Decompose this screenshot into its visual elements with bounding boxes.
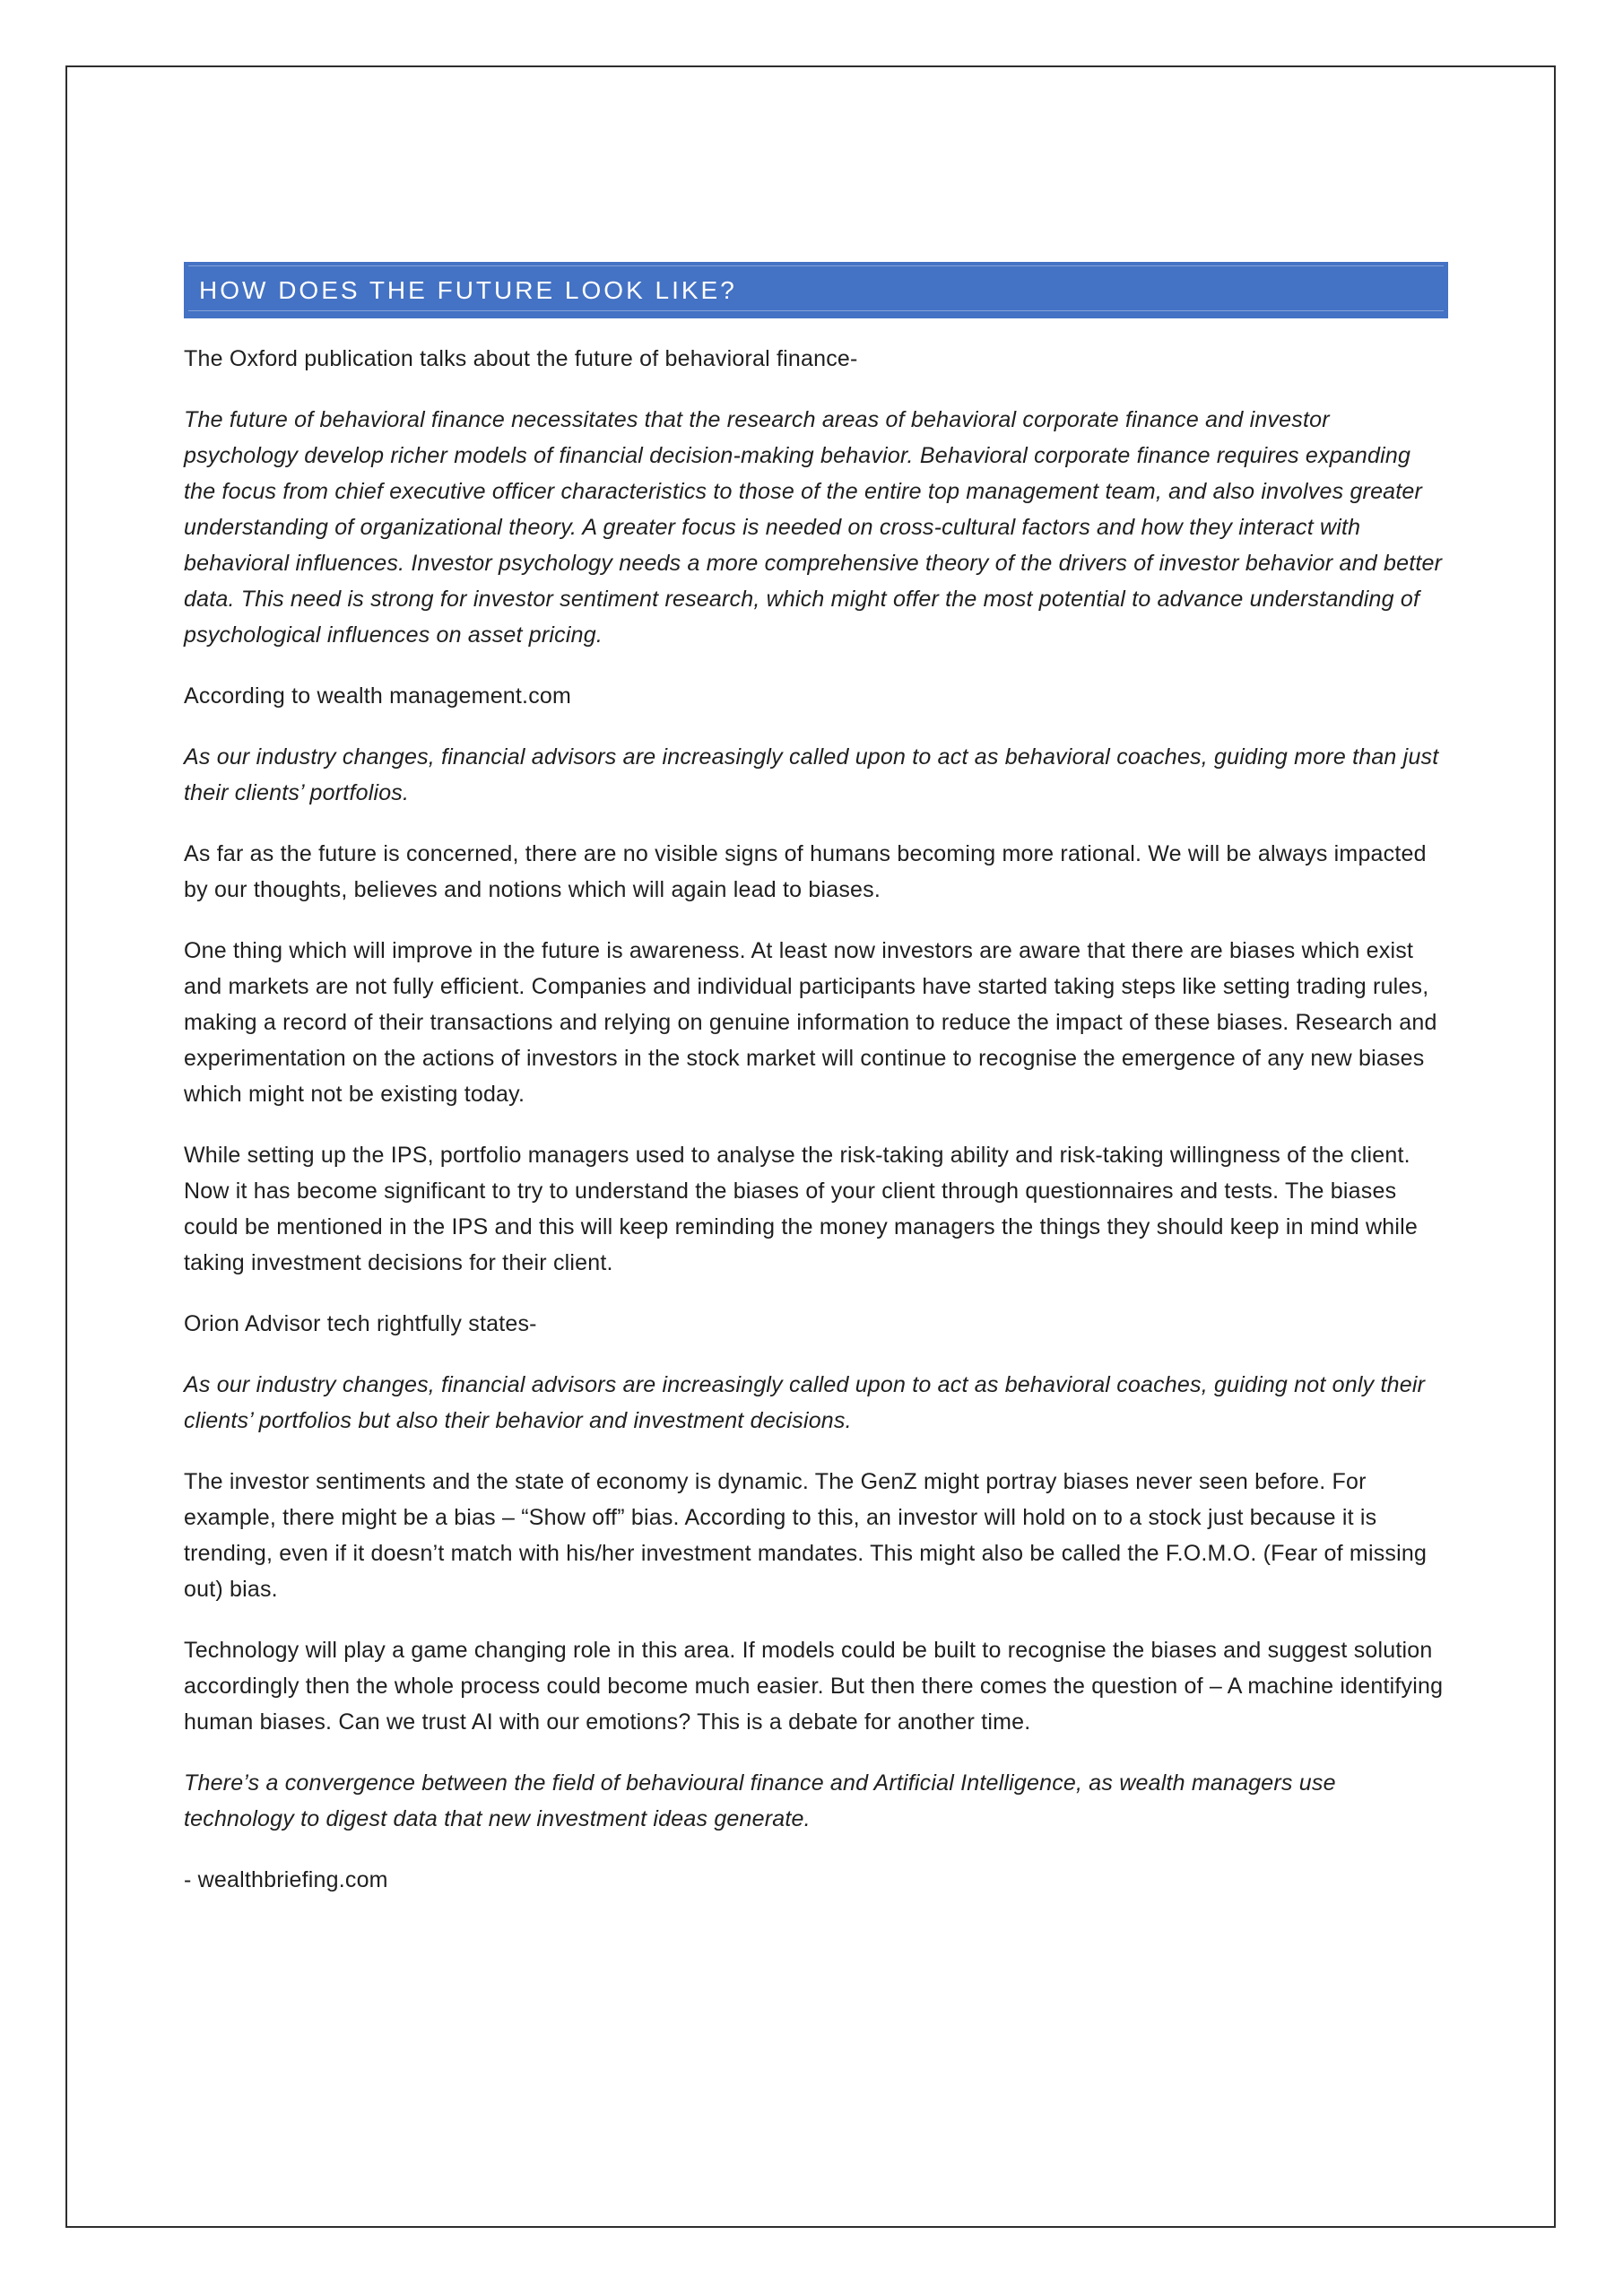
quote-paragraph: There’s a convergence between the field of behavioural finance and Artificial Intelligence, as wealth managers use technology to digest data that new investment ideas generate. [184, 1770, 1336, 1831]
body-paragraph: One thing which will improve in the future is awareness. At least now investors are aware that there are biases which exist and markets are not fully efficient. Companies and individual participants have started taking steps like setting trading rules, making a record of their transactions and relying on genuine information to reduce the impact of these biases. Research and experimentation on the actions of investors in the stock market will continue to recognise the emergence of any new biases which might not be existing today. [184, 938, 1437, 1107]
body-paragraph: While setting up the IPS, portfolio managers used to analyse the risk-taking ability and risk-taking willingness of the client. Now it has become significant to try to understand the biases of your client through questionnaires and tests. The biases could be mentioned in the IPS and this will keep reminding the money managers the things they should keep in mind while taking investment decisions for their client. [184, 1143, 1418, 1275]
paragraph-list [184, 341, 1448, 1898]
section-heading-bar [184, 262, 1448, 318]
quote-paragraph: As our industry changes, financial advisors are increasingly called upon to act as behavioral coaches, guiding not only their clients’ portfolios but also their behavior and investment decisions. [184, 1372, 1426, 1433]
body-paragraph: Technology will play a game changing role in this area. If models could be built to recognise the biases and suggest solution accordingly then the whole process could become much easier. But then there comes the question of – A machine identifying human biases. Can we trust AI with our emotions? This is a debate for another time. [184, 1638, 1444, 1735]
body-paragraph: The Oxford publication talks about the future of behavioral finance- [184, 346, 858, 371]
section-heading: HOW DOES THE FUTURE LOOK LIKE? [199, 275, 737, 304]
body-paragraph: The investor sentiments and the state of economy is dynamic. The GenZ might portray biases never seen before. For example, there might be a bias – “Show off” bias. According to this, an investor will hold on to a stock just because it is trending, even if it doesn’t match with his/her investment mandates. This might also be called the F.O.M.O. (Fear of missing out) bias. [184, 1469, 1428, 1602]
quote-paragraph: The future of behavioral finance necessitates that the research areas of behavioral corporate finance and investor psychology develop richer models of financial decision-making behavior. Behavioral corporate finance requires expanding the focus from chief executive officer characteristics to those of the entire top management team, and also involves greater understanding of organizational theory. A greater focus is needed on cross-cultural factors and how they interact with behavioral influences. Investor psychology needs a more comprehensive theory of the drivers of investor behavior and better data. This need is strong for investor sentiment research, which might offer the most potential to advance understanding of psychological influences on asset pricing. [184, 407, 1443, 648]
body-paragraph: As far as the future is concerned, there are no visible signs of humans becoming more rational. We will be always impacted by our thoughts, believes and notions which will again lead to biases. [184, 841, 1427, 902]
body-paragraph: - wealthbriefing.com [184, 1867, 388, 1892]
document-content [184, 262, 1448, 1923]
body-paragraph: According to wealth management.com [184, 683, 572, 709]
body-paragraph: Orion Advisor tech rightfully states- [184, 1311, 537, 1336]
quote-paragraph: As our industry changes, financial advisors are increasingly called upon to act as behavioral coaches, guiding more than just their clients’ portfolios. [184, 744, 1439, 805]
